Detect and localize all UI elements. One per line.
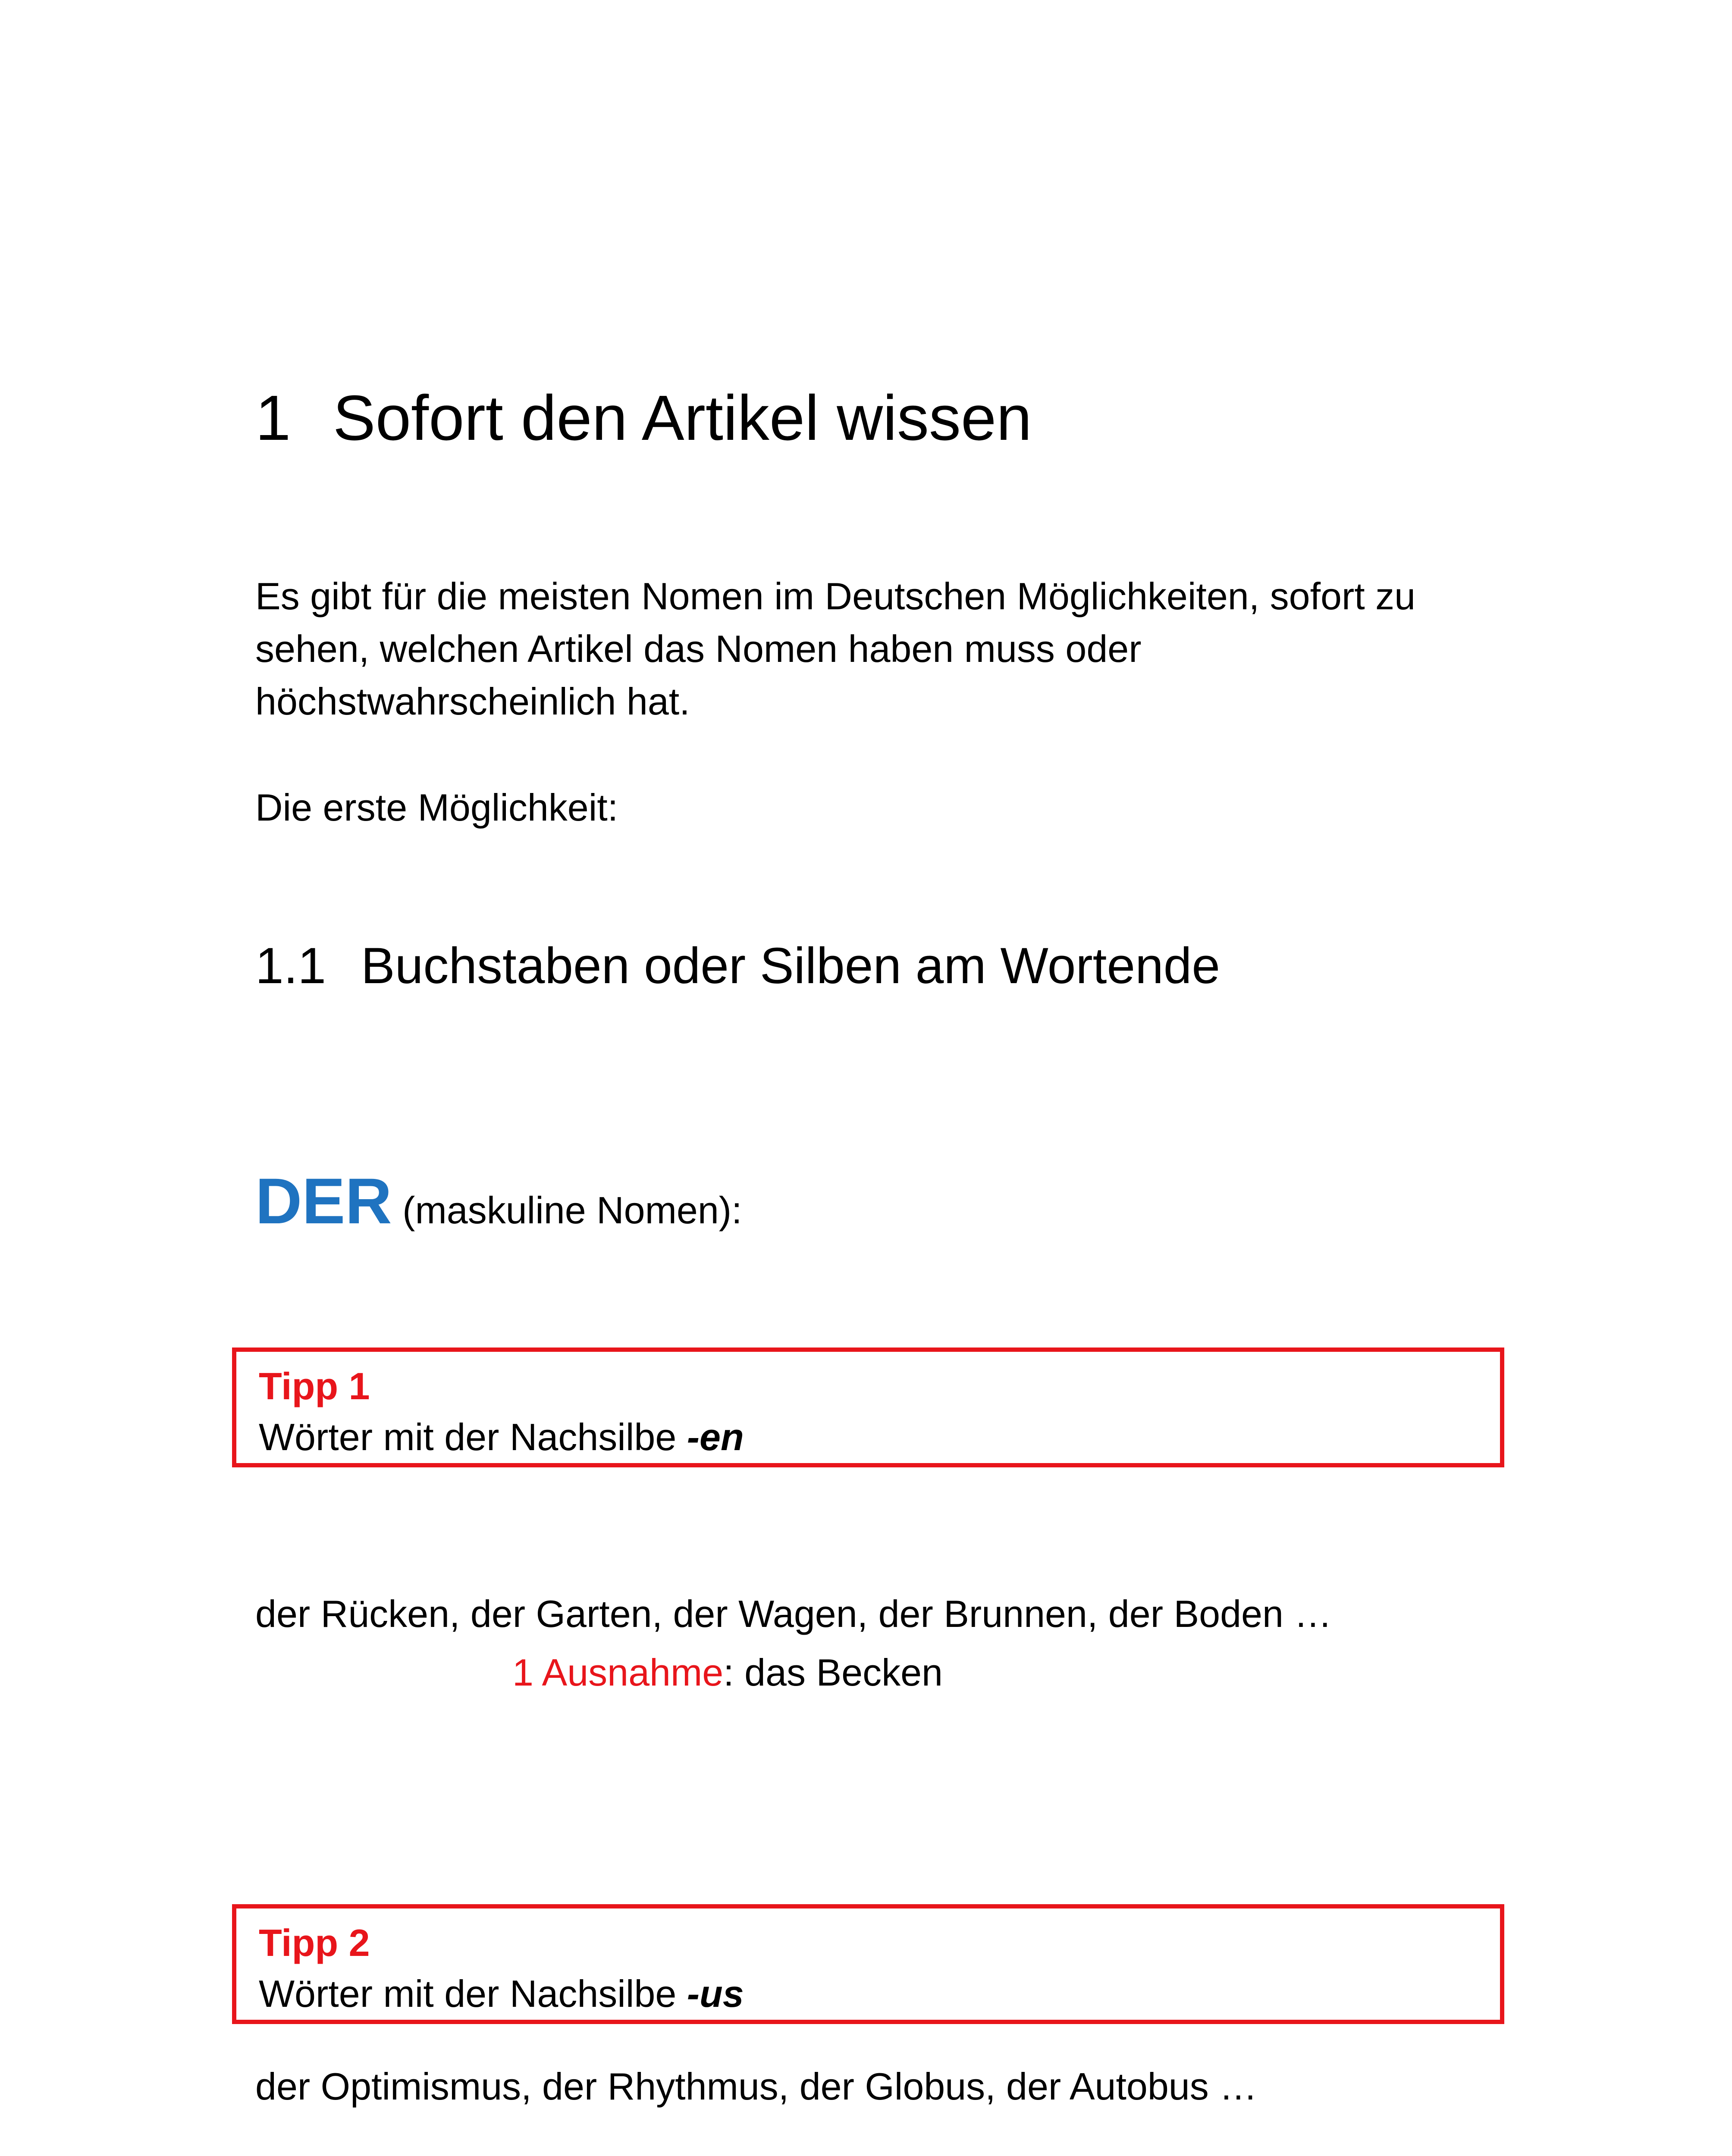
der-article: DER (255, 1165, 392, 1237)
chapter-heading (255, 379, 1032, 457)
tip-1-suffix: -en (687, 1416, 744, 1458)
chapter-title: Sofort den Artikel wissen (333, 382, 1032, 454)
section-number: 1.1 (255, 937, 326, 994)
section-heading (255, 934, 1220, 998)
tip-2-text (259, 1969, 744, 2019)
first-option-text: Die erste Möglichkeit: (255, 786, 618, 829)
intro-line-1: Es gibt für die meisten Nomen im Deutschen Möglichkeiten, sofort zu (255, 575, 1416, 617)
intro-line-3: höchstwahrscheinlich hat. (255, 680, 690, 723)
tip-box-2 (232, 1904, 1504, 2024)
tip-1-text (259, 1412, 744, 1462)
tip-2-suffix: -us (687, 1972, 744, 2015)
der-description: (maskuline Nomen): (402, 1189, 742, 1232)
exception-label: 1 Ausnahme (512, 1651, 724, 1694)
tip-2-title: Tipp 2 (259, 1921, 370, 1964)
section-title: Buchstaben oder Silben am Wortende (361, 937, 1220, 994)
tip-box-1 (232, 1348, 1504, 1467)
examples-us: der Optimismus, der Rhythmus, der Globus, der Autobus … (255, 2065, 1258, 2108)
tip-2-description: Wörter mit der Nachsilbe (259, 1972, 687, 2015)
chapter-number: 1 (255, 382, 291, 454)
intro-line-2: sehen, welchen Artikel das Nomen haben muss oder (255, 627, 1142, 670)
examples-en: der Rücken, der Garten, der Wagen, der Brunnen, der Boden … (255, 1592, 1332, 1635)
der-heading (255, 1160, 742, 1251)
exception-line (512, 1646, 943, 1699)
tip-1-title: Tipp 1 (259, 1365, 370, 1407)
tip-1-description: Wörter mit der Nachsilbe (259, 1416, 687, 1458)
exception-text: : das Becken (723, 1651, 943, 1694)
